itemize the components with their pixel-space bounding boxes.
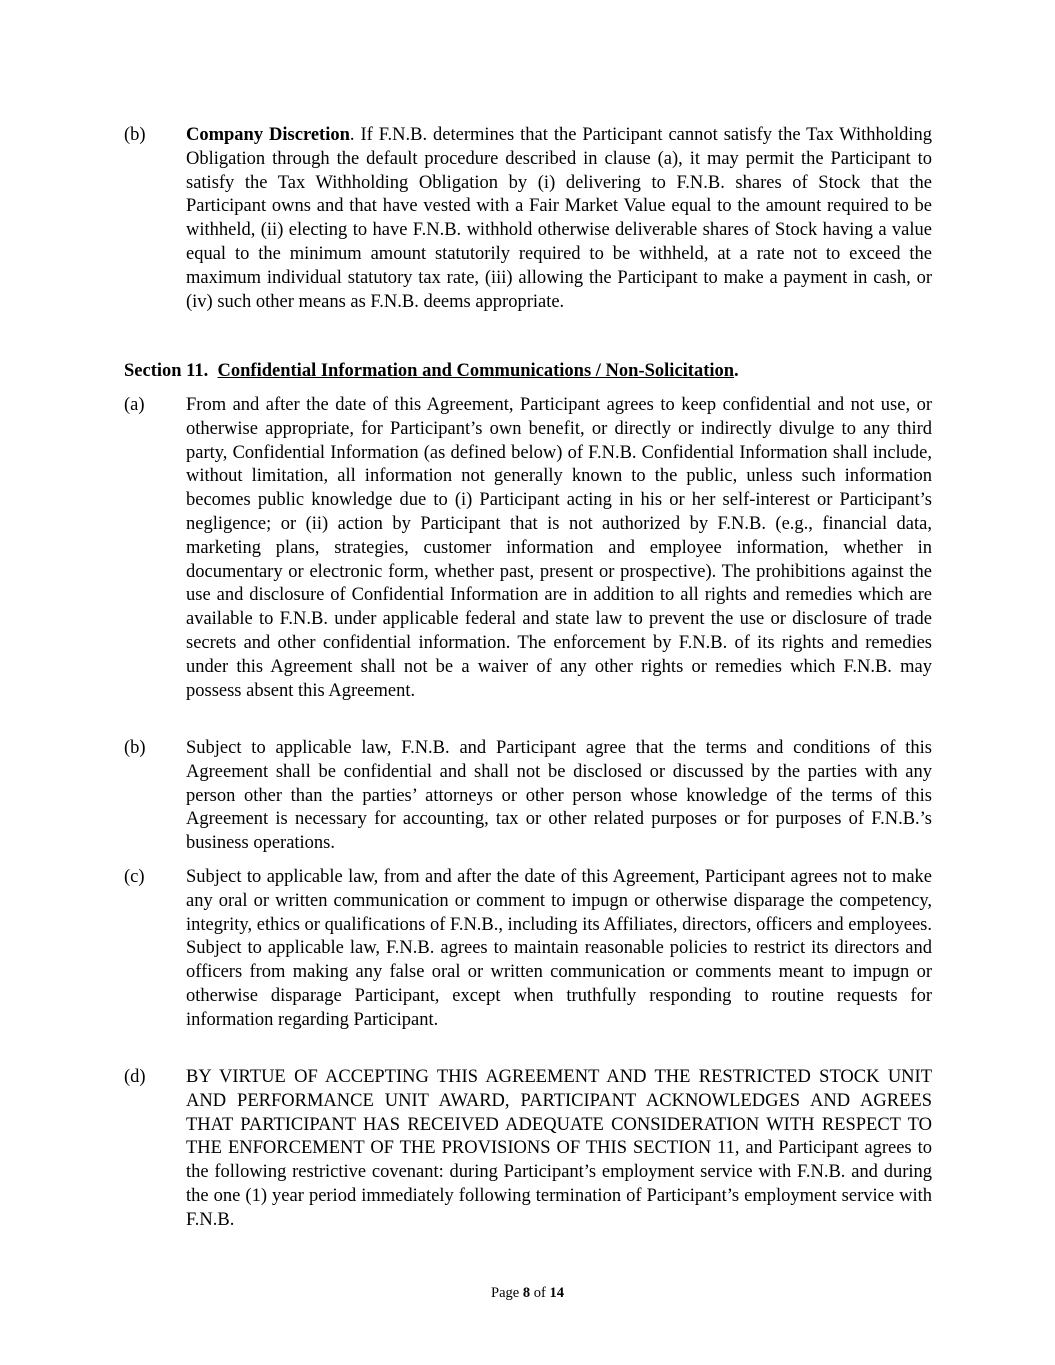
page-total: 14: [549, 1285, 564, 1301]
section-title-suffix: .: [734, 361, 739, 381]
clause-11c: [124, 866, 932, 1033]
clause-text: BY VIRTUE OF ACCEPTING THIS AGREEMENT AND THE RESTRICTED STOCK UNIT AND PERFORMANCE UNIT AWARD, PARTICIPANT ACKNOWLEDGES AND AGREES THAT PARTICIPANT HAS RECEIVED ADEQUATE CONSIDERATION WITH RESPECT TO THE ENFORCEMENT OF THE PROVISIONS OF THIS SECTION 11, and Participant agrees to the following restrictive covenant: during Participant’s employment service with F.N.B. and during the one (1) year period immediately following termination of Participant’s employment service with F.N.B.: [186, 1067, 932, 1230]
clause-11d: [124, 1066, 932, 1233]
section-heading: [124, 359, 932, 383]
clause-text: Subject to applicable law, from and after the date of this Agreement, Participant agrees not to make any oral or written communication or comment to impugn or otherwise disparage the competency, integrity, ethics or qualifications of F.N.B., including its Affiliates, directors, officers and employees. Subject to applicable law, F.N.B. agrees to maintain reasonable policies to restrict its directors and officers from making any false oral or written communication or comments meant to impugn or otherwise disparage Participant, except when truthfully responding to routine requests for information regarding Participant.: [186, 867, 932, 1030]
clause-body: [186, 124, 932, 314]
page-of: of: [533, 1285, 546, 1301]
page-footer: [0, 1283, 1055, 1303]
clause-label: (b): [124, 738, 146, 758]
section-number: Section 11.: [124, 361, 209, 381]
clause-label: (b): [124, 125, 146, 145]
section-title: Confidential Information and Communications / Non-Solicitation: [217, 361, 735, 381]
clause-10b: [124, 124, 932, 314]
clause-label: (a): [124, 395, 145, 415]
clause-title: Company Discretion: [186, 125, 350, 145]
clause-label: (d): [124, 1067, 146, 1087]
page-number: 8: [522, 1285, 531, 1301]
clause-text: From and after the date of this Agreement, Participant agrees to keep confidential and not use, or otherwise appropriate, for Participant’s own benefit, or directly or indirectly divulge to any third party, Confidential Information (as defined below) of F.N.B. Confidential Information shall include, without limitation, all information not generally known to the public, unless such information becomes public knowledge due to (i) Participant acting in his or her self-interest or Participant’s negligence; or (ii) action by Participant that is not authorized by F.N.B. (e.g., financial data, marketing plans, strategies, customer information and employee information, whether in documentary or electronic form, whether past, present or prospective). The prohibitions against the use and disclosure of Confidential Information are in addition to all rights and remedies which are available to F.N.B. under applicable federal and state law to prevent the use or disclosure of trade secrets and other confidential information. The enforcement by F.N.B. of its rights and remedies under this Agreement shall not be a waiver of any other rights or remedies which F.N.B. may possess absent this Agreement.: [186, 395, 932, 701]
page-prefix: Page: [491, 1285, 520, 1301]
clause-text: Subject to applicable law, F.N.B. and Participant agree that the terms and conditions of this Agreement shall be confidential and shall not be disclosed or discussed by the parties with any person other than the parties’ attorneys or other person whose knowledge of the terms of this Agreement is necessary for accounting, tax or other related purposes or for purposes of F.N.B.’s business operations.: [186, 738, 932, 854]
clause-text: . If F.N.B. determines that the Participant cannot satisfy the Tax Withholding Obligation through the default procedure described in clause (a), it may permit the Participant to satisfy the Tax Withholding Obligation by (i) delivering to F.N.B. shares of Stock that the Participant owns and that have vested with a Fair Market Value equal to the amount required to be withheld, (ii) electing to have F.N.B. withhold otherwise deliverable shares of Stock having a value equal to the minimum amount statutorily required to be withheld, at a rate not to exceed the maximum individual statutory tax rate, (iii) allowing the Participant to make a payment in cash, or (iv) such other means as F.N.B. deems appropriate.: [186, 125, 933, 312]
clause-11a: [124, 394, 932, 703]
clause-label: (c): [124, 867, 145, 887]
clause-11b: [124, 737, 932, 856]
